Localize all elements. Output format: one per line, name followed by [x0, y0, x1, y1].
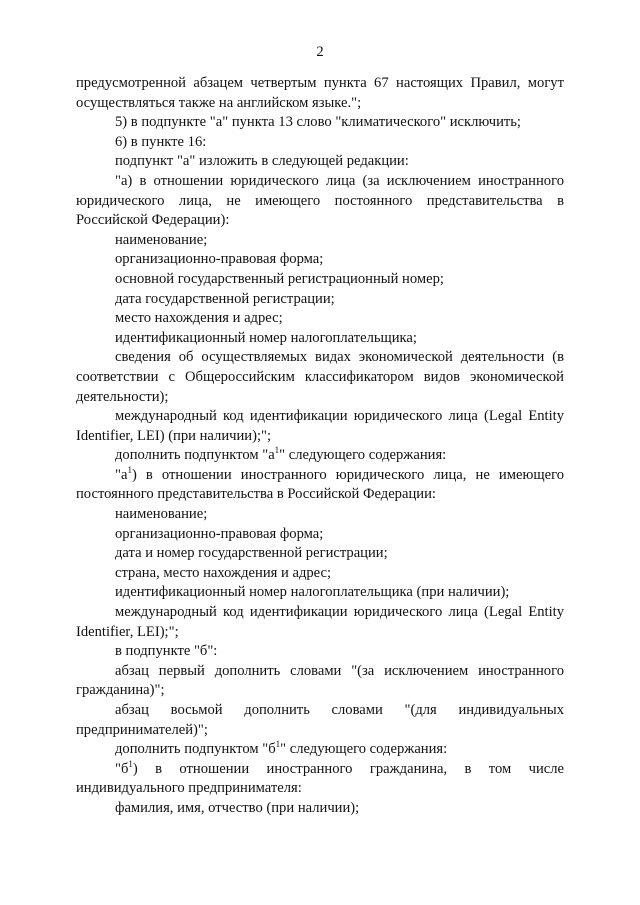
paragraph: организационно-правовая форма;: [115, 251, 324, 268]
paragraph: организационно-правовая форма;: [115, 525, 324, 542]
paragraph-text-before: дополнить подпунктом "б: [115, 741, 276, 758]
paragraph-text-after: ) в отношении иностранного гражданина, в том числе индивидуального предпринимателя:: [76, 760, 564, 797]
paragraph: в подпункте "б":: [115, 643, 218, 660]
paragraph: место нахождения и адрес;: [115, 310, 283, 327]
superscript-index: 1: [274, 445, 280, 456]
paragraph-text-before: дополнить подпунктом "а: [115, 447, 275, 464]
paragraph: предусмотренной абзацем четвертым пункта 67 настоящих Правил, могут осуществляться также на английском языке.";: [76, 75, 564, 111]
paragraph: наименование;: [115, 506, 208, 523]
paragraph: наименование;: [115, 231, 208, 248]
paragraph: [76, 760, 564, 799]
paragraph: сведения об осуществляемых видах экономической деятельности (в соответствии с Общероссийским классификатором видов экономической деятельности);: [76, 349, 564, 405]
paragraph-text-after: " следующего содержания:: [280, 741, 448, 758]
paragraph: идентификационный номер налогоплательщика (при наличии);: [115, 584, 510, 601]
paragraph: 5) в подпункте "а" пункта 13 слово "климатического" исключить;: [115, 114, 521, 131]
paragraph-text-before: "б: [115, 760, 129, 777]
paragraph: дата и номер государственной регистрации;: [115, 545, 388, 562]
paragraph: абзац первый дополнить словами "(за исключением иностранного гражданина)";: [76, 662, 564, 699]
superscript-index: 1: [127, 465, 132, 476]
page-number: 2: [316, 44, 324, 60]
paragraph: 6) в пункте 16:: [115, 133, 207, 150]
paragraph: [76, 446, 564, 466]
paragraph: фамилия, имя, отчество (при наличии);: [115, 799, 360, 816]
paragraph: абзац восьмой дополнить словами "(для индивидуальных предпринимателей)";: [76, 702, 564, 738]
superscript-index: 1: [275, 739, 281, 750]
paragraph: основной государственный регистрационный номер;: [115, 270, 444, 287]
paragraph: международный код идентификации юридического лица (Legal Entity Identifier, LEI);";: [76, 604, 564, 640]
document-body: [76, 74, 564, 819]
paragraph: международный код идентификации юридического лица (Legal Entity Identifier, LEI) (при наличии);";: [76, 408, 564, 444]
paragraph: страна, место нахождения и адрес;: [115, 564, 332, 581]
paragraph: [76, 740, 564, 760]
paragraph: подпункт "а" изложить в следующей редакции:: [115, 153, 409, 170]
paragraph-text-after: ) в отношении иностранного юридического лица, не имеющего постоянного представительства в Российской Федерации:: [76, 466, 564, 503]
paragraph: "а) в отношении юридического лица (за исключением иностранного юридического лица, не имеющего постоянного представительства в Российской Федерации):: [76, 172, 564, 229]
superscript-index: 1: [128, 758, 133, 769]
paragraph: идентификационный номер налогоплательщика;: [115, 329, 417, 346]
paragraph: [76, 466, 564, 505]
paragraph: дата государственной регистрации;: [115, 290, 335, 307]
paragraph-text-after: " следующего содержания:: [279, 447, 447, 464]
paragraph-text-before: "а: [115, 466, 128, 483]
